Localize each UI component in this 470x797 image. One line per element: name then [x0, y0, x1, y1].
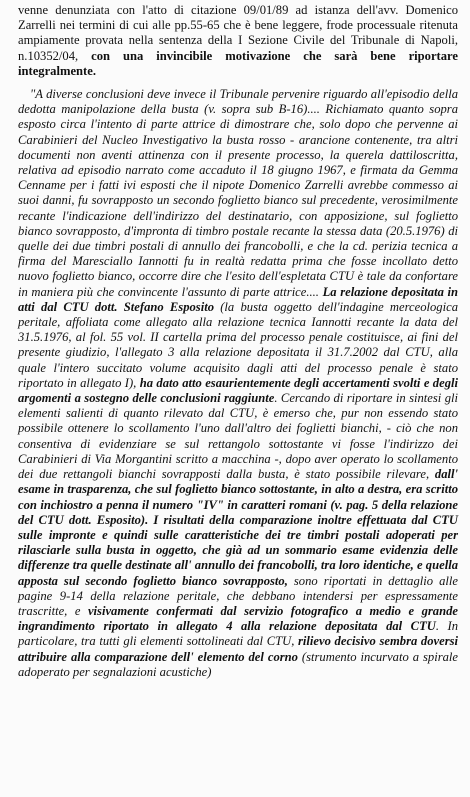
- quote-text-segment: sono riportati in dettaglio alle pagine 9-14 della relazione peritale, che debbano intendersi per espressamente trascritte, e: [18, 573, 458, 618]
- quote-text-segment: . Cercando di riportare in sintesi gli elementi salienti di quanto rilevato dal CTU, è emerso che, pur non essendo stato possibile ottenere lo scollamento l'uno dall'altro dei foglietti bianchi, - ciò che non consentiva di evidenziare se sul rettangolo sottostante vi fosse l'indirizzo dei Carabinieri di Via Morgantini scritto a macchina -, dopo aver operato lo scollamento dei due rettangoli bianchi sovrapposti dalla busta, è stato possibile rilevare,: [18, 391, 458, 482]
- quote-text-segment: visivamente confermati dal servizio fotografico a medio e grande ingrandimento riportato in allegato 4 alla relazione depositata dal CTU: [18, 603, 458, 634]
- intro-text-segment: con una invincibile motivazione che sarà bene riportare integralmente.: [18, 48, 458, 78]
- quote-text-segment: (la busta oggetto dell'indagine merceologica peritale, affoliata come allegato alla relazione tecnica Iannotti recante la data del 31.5.1976, al fol. 55 vol. II cartella prima del processo penale costituisce, ai fini del presente giudizio, l'allegato 3 alla relazione depositata il 31.7.2002 dal CTU, alla quale l'intero succitato volume acquisito dagli atti del processo penale è stato riportato in allegato I),: [18, 299, 458, 390]
- quote-text-segment: La relazione depositata in atti dal CTU dott. Stefano Esposito: [18, 284, 458, 314]
- quote-text-segment: "A diverse conclusioni deve invece il Tribunale pervenire riguardo all'episodio della dedotta manipolazione della busta (v. sopra sub B-16).... Richiamato quanto sopra esposto circa l'intento di parte attrice di dimostrare che, solo dopo che pervenne ai Carabinieri del Nucleo Investigativo la busta rosso - arancione contenente, tra altri documenti non aventi attinenza con il presente processo, la querela dattiloscritta, relativa ad episodio narrato come accaduto il 18 giugno 1967, e firmata da Gemma Cenname per i fatti ivi esposti che il nipote Domenico Zarrelli avrebbe commesso ai suoi danni, fu sovrapposto un secondo foglietto bianco sul precedente, verosimilmente recante l'indicazione dell'indirizzo del destinatario, con apposizione, sul foglietto bianco sovrapposto, d'impronta di timbro postale recante la stessa data (20.5.1976) di quelle dei due timbri postali di annullo dei francobolli, e che la cd. perizia tecnica a firma del Maresciallo Iannotti fu in realtà redatta prima che fosse incollato detto nuovo foglietto bianco, occorre dire che l'esito dell'espletata CTU è tale da confortare in maniera più che convincente l'assunto di parte attrice....: [18, 87, 458, 299]
- quote-text-segment: (strumento incurvato a spirale adoperato per segnalazioni acustiche): [18, 649, 458, 679]
- quote-text-segment: rilievo decisivo sembra doversi attribuire alla comparazione dell' elemento del corno: [18, 634, 458, 664]
- quote-text-segment: ha dato atto esaurientemente degli accertamenti svolti e degli argomenti a sostegno delle conclusioni raggiunte: [18, 375, 458, 406]
- quote-text-segment: . In particolare, tra tutti gli elementi sottolineati dal CTU,: [18, 619, 458, 649]
- intro-text-segment: venne denunziata con l'atto di citazione 09/01/89 ad istanza dell'avv. Domenico Zarrelli nei termini di cui alle pp.55-65 che è bene leggere, frode processuale ritenuta ampiamente provata nella sentenza della I Sezione Civile del Tribunale di Napoli, n.10352/04,: [18, 3, 458, 63]
- quote-text-segment: dall' esame in trasparenza, che sul foglietto bianco sottostante, in alto a destra, era scritto con inchiostro a penna il numero "IV" in caratteri romani (v. pag. 5 della relazione del CTU dott. Esposito). I risultati della comparazione inoltre effettuata dal CTU sulle impronte e quindi sulle caratteristiche dei tre timbri postali adoperati per rilasciarle sulla busta in oggetto, che già ad un sommario esame evidenzia delle differenze tra quelle destinate all' annullo dei francobolli, tra loro identiche, e quella apposta sul secondo foglietto bianco sovrapposto,: [18, 467, 458, 588]
- intro-paragraph: [18, 3, 458, 79]
- quoted-judgment-paragraph: [18, 87, 458, 680]
